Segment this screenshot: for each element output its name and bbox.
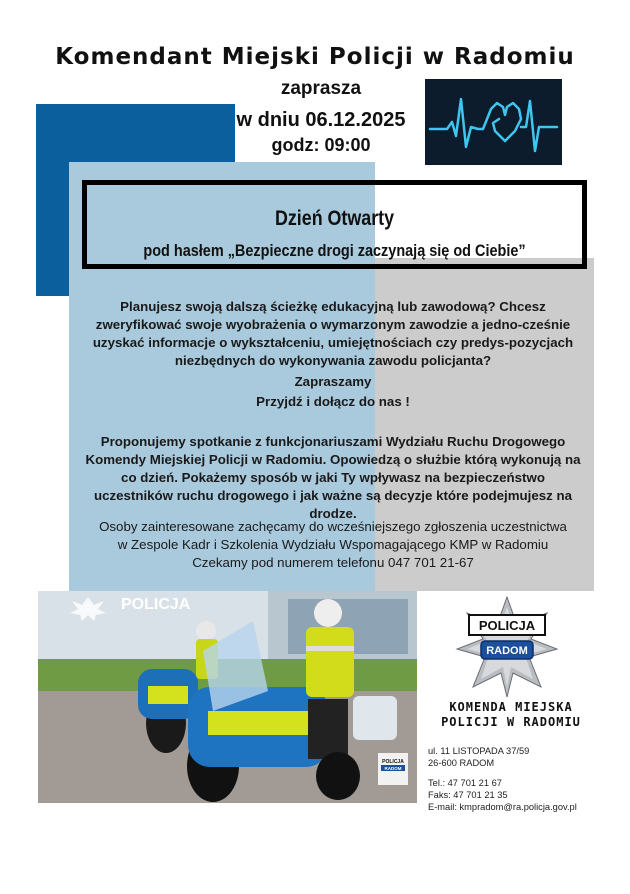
event-date: w dniu 06.12.2025 [236,109,406,131]
page-title: Komendant Miejski Policji w Radomiu [55,44,575,70]
questions-paragraph: Planujesz swoją dalszą ścieżkę edukacyjną lub zawodową? Chcesz zweryfikować swoje wyobrażenia o wymarzonym zawodzie a jedno-cześnie uzyskać informacje o wykształceniu, umiejętnościach czy predys-pozycjach niezbędnych do wykonywania zawodu policjanta? [92,299,574,368]
police-badge-icon [378,753,408,785]
email-address[interactable]: E-mail: kmpradom@ra.policja.gov.pl [428,802,577,812]
organization-name [426,700,596,730]
invite-line: Zapraszamy [294,374,372,389]
event-time: godz: 09:00 [271,135,371,155]
offer-paragraph: Proponujemy spotkanie z funkcjonariuszami Wydziału Ruchu Drogowego Komendy Miejskiej Policji w Radomiu. Opowiedzą o służbie którą wykonują na co dzień. Pokażemy sposób w jaki Ty wpływasz na bezpieczeństwo uczestników ruchu drogowego i jak ważne są decyzje które podejmujesz na drodze. [85,434,581,521]
contact-info [428,745,628,813]
invite-word: zaprasza [280,78,362,99]
event-title-box [82,180,587,269]
fax-number: Faks: 47 701 21 35 [428,790,508,800]
phone-number: Tel.: 47 701 21 67 [428,778,502,788]
address-city: 26-600 RADOM [428,758,495,768]
organization-name-line-1: KOMENDA MIEJSKA [449,700,573,714]
address-street: ul. 11 LISTOPADA 37/59 [428,746,530,756]
photo-badge-bottom: RADOM [384,766,402,771]
registration-line-3: Czekamy pod numerem telefonu 047 701 21-67 [192,555,474,570]
police-sign-text: POLICJA [121,596,191,613]
heartbeat-icon [425,79,562,165]
photo-badge-top: POLICJA [382,759,404,765]
police-star-logo [455,595,559,699]
police-motorcycles-photo [38,591,417,803]
heartbeat-image [425,79,562,165]
registration-line-2: w Zespole Kadr i Szkolenia Wydziału Wspomagającego KMP w Radomiu [117,537,549,552]
organization-name-line-2: POLICJI W RADOMIU [441,715,581,729]
event-subtitle: pod hasłem „Bezpieczne drogi zaczynają się od Ciebie” [143,241,526,260]
logo-banner-bottom: RADOM [486,645,528,657]
event-title: Dzień Otwarty [274,207,395,230]
logo-banner-top: POLICJA [478,618,536,633]
registration-paragraph [84,518,582,572]
registration-line-1: Osoby zainteresowane zachęcamy do wcześniejszego zgłoszenia uczestnictwa [99,519,567,534]
police-star-icon [455,595,559,699]
join-line: Przyjdź i dołącz do nas ! [256,394,410,409]
